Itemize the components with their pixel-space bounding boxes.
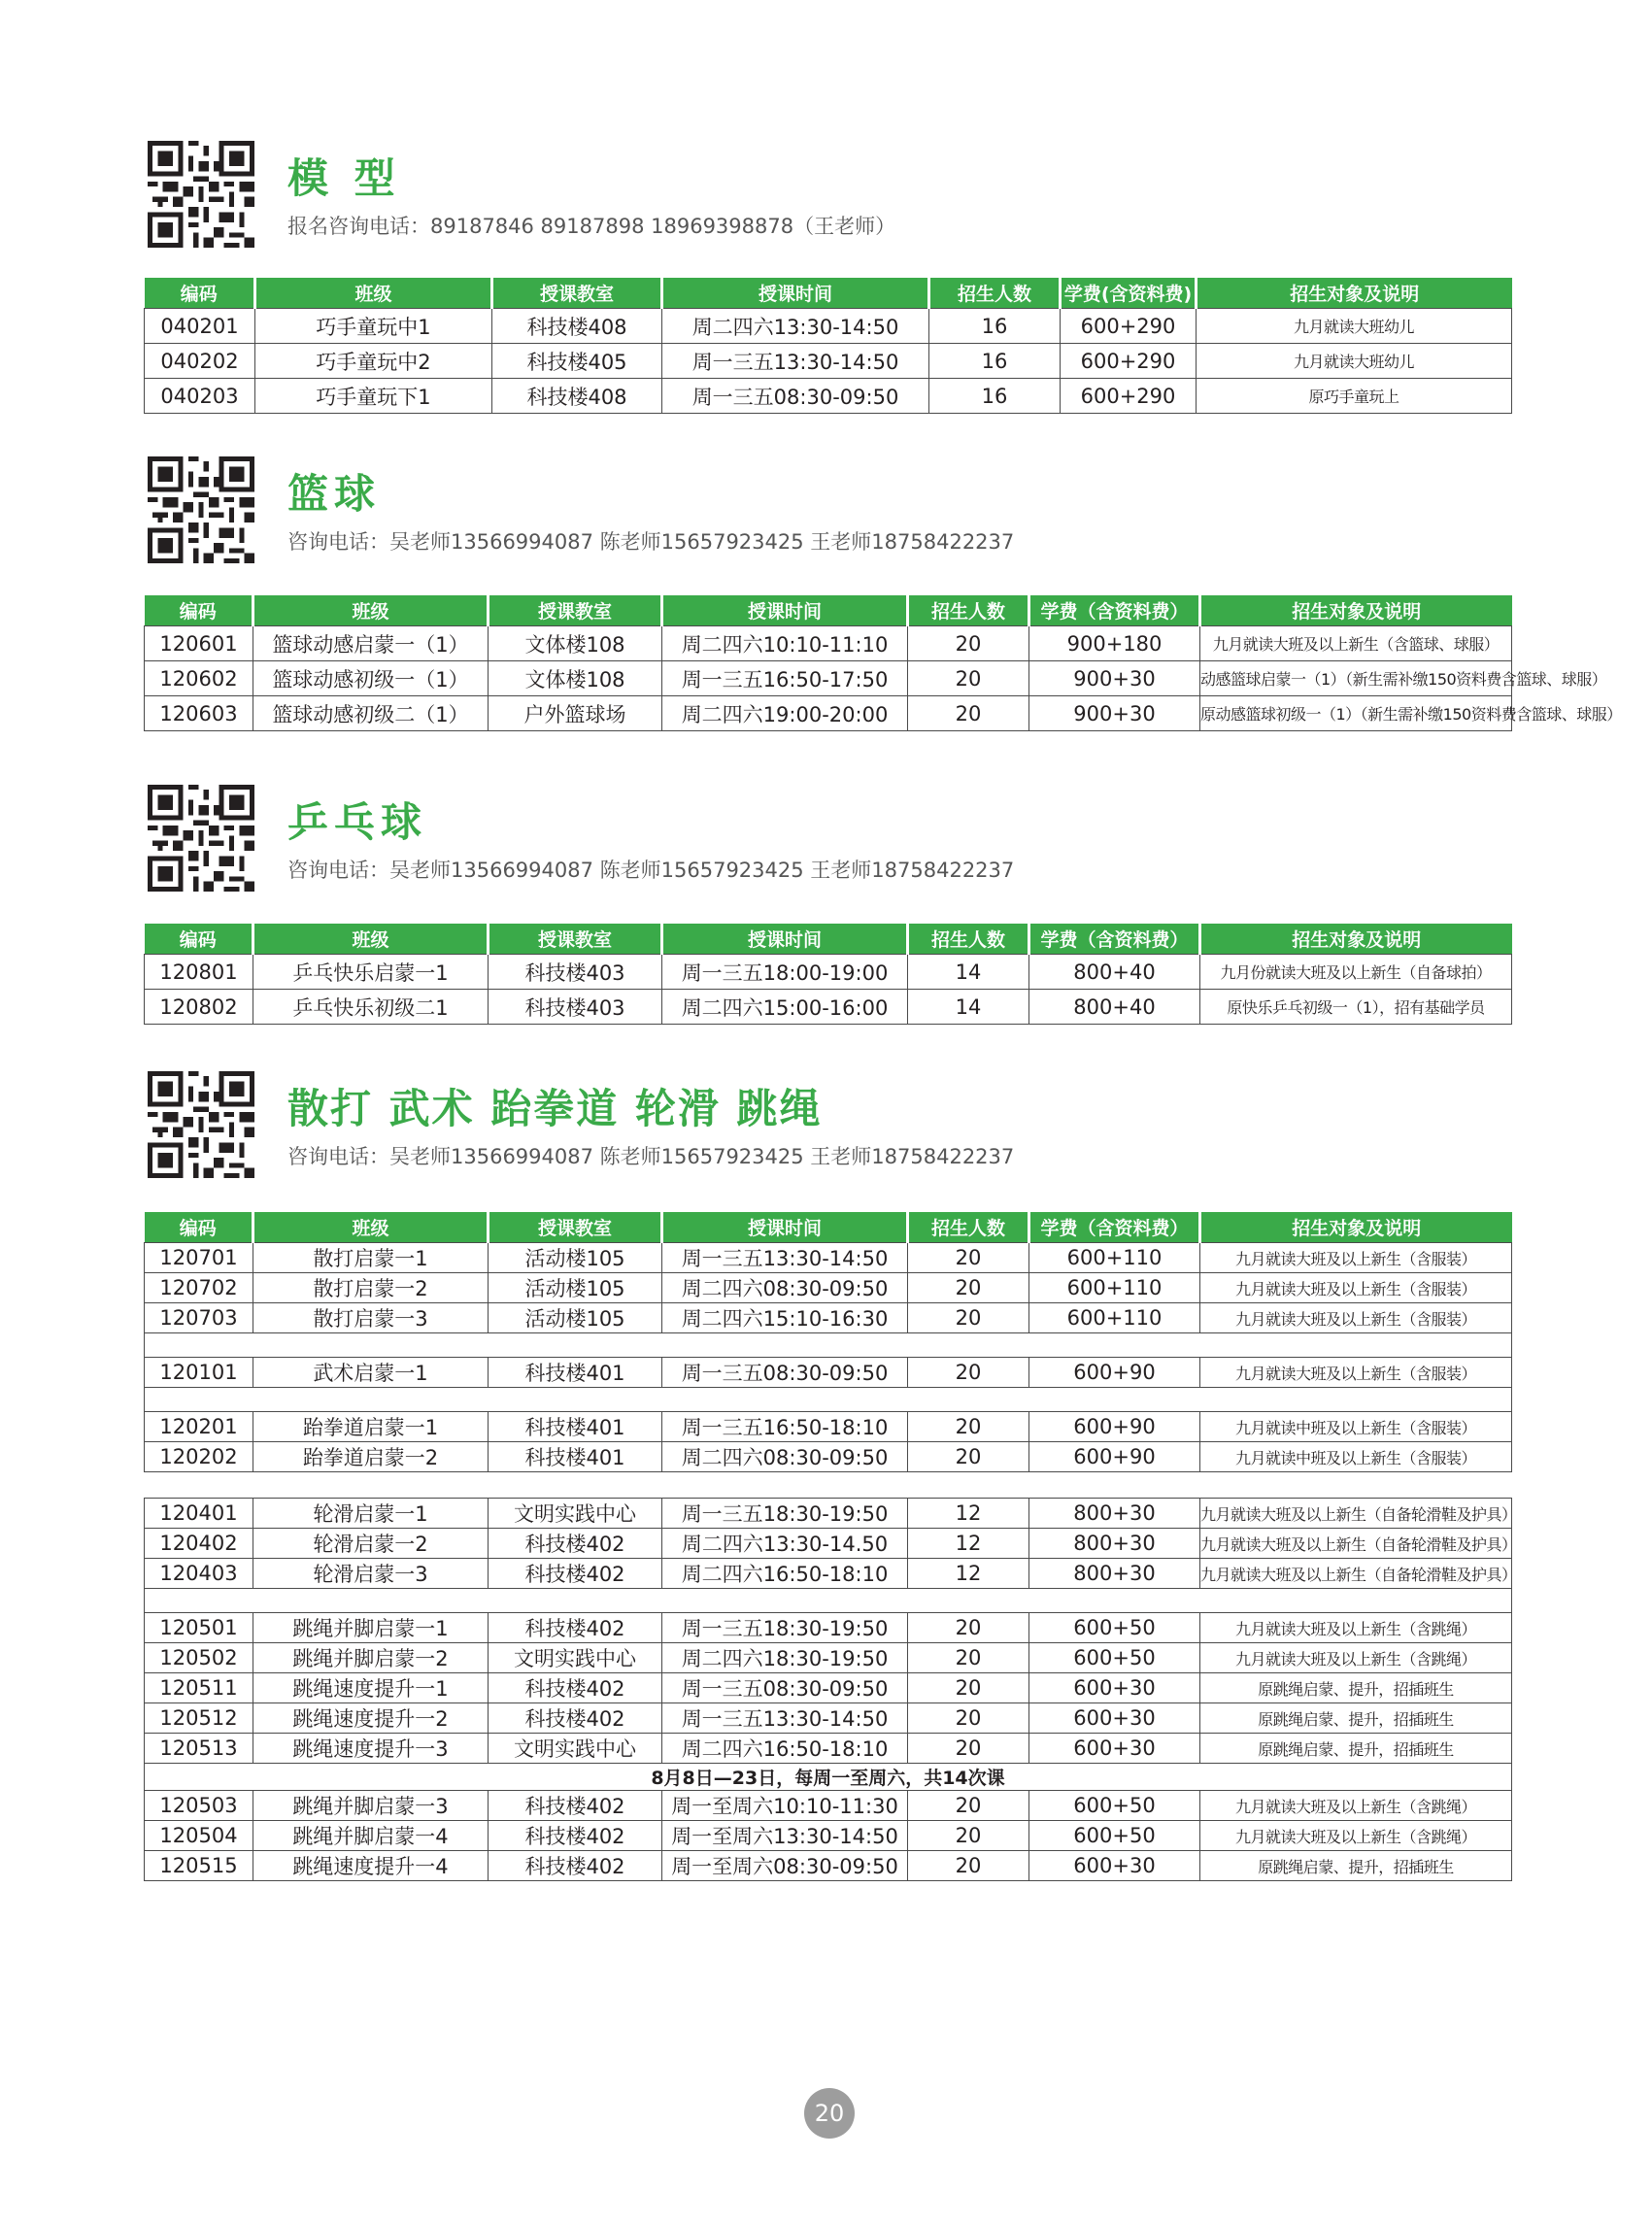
table-row: [145, 990, 1512, 1025]
cell-note: 九月就读大班及以上新生（含服装）: [1200, 1243, 1512, 1273]
table-row: [145, 344, 1512, 379]
cell-class: 跳绳速度提升一3: [253, 1734, 489, 1764]
cell-room: 户外篮球场: [489, 696, 662, 731]
cell-count: 20: [908, 1643, 1029, 1673]
header-note: 招生对象及说明: [1200, 1212, 1512, 1243]
table-header: [145, 1212, 1512, 1243]
cell-note: 九月就读大班幼儿: [1197, 344, 1512, 379]
cell-count: 12: [908, 1529, 1029, 1559]
table-row: [145, 1442, 1512, 1472]
cell-code: 120504: [145, 1821, 253, 1851]
table-row: [145, 1821, 1512, 1851]
cell-fee: 600+110: [1029, 1273, 1200, 1303]
cell-class: 篮球动感启蒙一（1）: [253, 626, 489, 661]
cell-note: 九月就读大班及以上新生（含跳绳）: [1200, 1791, 1512, 1821]
cell-count: 20: [908, 1303, 1029, 1333]
cell-time: 周一至周六08:30-09:50: [662, 1851, 908, 1881]
header-code: 编码: [145, 595, 253, 626]
header-fee: 学费（含资料费）: [1029, 595, 1200, 626]
table-row: [145, 1703, 1512, 1734]
table-row: [145, 1412, 1512, 1442]
cell-class: 散打启蒙一3: [253, 1303, 489, 1333]
summer-banner: 8月8日—23日，每周一至周六，共14次课: [145, 1764, 1512, 1791]
cell-class: 跳绳速度提升一2: [253, 1703, 489, 1734]
cell-fee: 600+30: [1029, 1734, 1200, 1764]
cell-class: 巧手童玩中2: [255, 344, 492, 379]
cell-count: 20: [908, 1673, 1029, 1703]
cell-class: 跆拳道启蒙一2: [253, 1442, 489, 1472]
cell-class: 轮滑启蒙一3: [253, 1559, 489, 1589]
cell-fee: 900+180: [1029, 626, 1200, 661]
cell-room: 科技楼403: [489, 955, 662, 990]
cell-count: 20: [908, 1791, 1029, 1821]
cell-fee: 600+290: [1061, 344, 1197, 379]
cell-code: 120512: [145, 1703, 253, 1734]
cell-time: 周二四六13:30-14.50: [662, 1529, 908, 1559]
course-table: [144, 1212, 1517, 1881]
cell-class: 跳绳并脚启蒙一4: [253, 1821, 489, 1851]
cell-fee: 600+50: [1029, 1791, 1200, 1821]
table-body-skating: [145, 1499, 1517, 1589]
header-note: 招生对象及说明: [1200, 924, 1512, 955]
header-fee: 学费（含资料费）: [1029, 924, 1200, 955]
header-fee: 学费（含资料费）: [1029, 1212, 1200, 1243]
cell-time: 周一三五18:30-19:50: [662, 1499, 908, 1529]
cell-code: 120701: [145, 1243, 253, 1273]
cell-fee: 800+40: [1029, 990, 1200, 1025]
cell-time: 周一三五08:30-09:50: [662, 1673, 908, 1703]
header-code: 编码: [145, 924, 253, 955]
cell-count: 20: [908, 661, 1029, 696]
table-row: [145, 1273, 1512, 1303]
cell-class: 武术启蒙一1: [253, 1358, 489, 1388]
cell-time: 周一三五08:30-09:50: [662, 1358, 908, 1388]
header-note: 招生对象及说明: [1197, 278, 1512, 309]
cell-time: 周二四六10:10-11:10: [662, 626, 908, 661]
section-title: 篮球: [287, 470, 382, 518]
cell-class: 巧手童玩中1: [255, 309, 492, 344]
cell-note: 原跳绳启蒙、提升，招插班生: [1200, 1851, 1512, 1881]
cell-code: 120501: [145, 1613, 253, 1643]
section-title: 模 型: [287, 154, 401, 202]
table-body: [145, 626, 1622, 731]
table-row: [145, 626, 1512, 661]
cell-count: 20: [908, 1243, 1029, 1273]
header-room: 授课教室: [489, 1212, 662, 1243]
cell-class: 跳绳速度提升一1: [253, 1673, 489, 1703]
cell-code: 120402: [145, 1529, 253, 1559]
header-room: 授课教室: [492, 278, 662, 309]
cell-room: 活动楼105: [489, 1243, 662, 1273]
table-row: [145, 1851, 1512, 1881]
cell-room: 科技楼402: [489, 1851, 662, 1881]
table-body-summer: [145, 1791, 1512, 1881]
cell-class: 散打启蒙一1: [253, 1243, 489, 1273]
cell-time: 周二四六18:30-19:50: [662, 1643, 908, 1673]
cell-count: 12: [908, 1499, 1029, 1529]
header-time: 授课时间: [662, 924, 908, 955]
cell-count: 14: [908, 990, 1029, 1025]
cell-fee: 900+30: [1029, 661, 1200, 696]
table-body: [145, 309, 1512, 414]
cell-fee: 800+30: [1029, 1529, 1200, 1559]
cell-note: 九月就读大班及以上新生（自备轮滑鞋及护具）: [1200, 1499, 1512, 1529]
cell-count: 16: [929, 309, 1061, 344]
cell-room: 科技楼401: [489, 1442, 662, 1472]
cell-class: 跳绳并脚启蒙一1: [253, 1613, 489, 1643]
cell-time: 周一三五18:30-19:50: [662, 1613, 908, 1643]
cell-code: 120503: [145, 1791, 253, 1821]
cell-class: 巧手童玩下1: [255, 379, 492, 414]
cell-fee: 600+50: [1029, 1643, 1200, 1673]
table-body-wushu: [145, 1358, 1512, 1388]
table-row: [145, 1529, 1512, 1559]
cell-code: 120601: [145, 626, 253, 661]
table-body-sanda: [145, 1243, 1512, 1333]
cell-room: 文明实践中心: [489, 1643, 662, 1673]
course-table: [144, 278, 1512, 414]
cell-note: 九月就读大班幼儿: [1197, 309, 1512, 344]
cell-class: 乒乓快乐初级二1: [253, 990, 489, 1025]
qr-code-icon: [148, 1071, 254, 1178]
header-note: 招生对象及说明: [1200, 595, 1512, 626]
cell-class: 篮球动感初级二（1）: [253, 696, 489, 731]
cell-room: 文明实践中心: [489, 1499, 662, 1529]
cell-count: 20: [908, 696, 1029, 731]
cell-room: 科技楼402: [489, 1703, 662, 1734]
cell-fee: 800+30: [1029, 1559, 1200, 1589]
cell-fee: 600+290: [1061, 309, 1197, 344]
section-title: 乒乓球: [287, 798, 428, 846]
cell-class: 轮滑启蒙一2: [253, 1529, 489, 1559]
cell-code: 120801: [145, 955, 253, 990]
header-time: 授课时间: [662, 595, 908, 626]
table-row: [145, 1243, 1512, 1273]
cell-room: 文明实践中心: [489, 1734, 662, 1764]
table-row: [145, 1613, 1512, 1643]
cell-room: 科技楼408: [492, 309, 662, 344]
table-body-rope: [145, 1613, 1512, 1764]
cell-fee: 600+110: [1029, 1303, 1200, 1333]
cell-fee: 900+30: [1029, 696, 1200, 731]
qr-code-icon: [148, 456, 254, 563]
header-time: 授课时间: [662, 278, 929, 309]
cell-note: 九月就读大班及以上新生（含服装）: [1200, 1303, 1512, 1333]
cell-room: 科技楼405: [492, 344, 662, 379]
contact-info: 咨询电话：吴老师13566994087 陈老师15657923425 王老师18758422237: [287, 530, 1015, 554]
cell-note: 九月就读大班及以上新生（含跳绳）: [1200, 1643, 1512, 1673]
cell-note: 九月就读中班及以上新生（含服装）: [1200, 1412, 1512, 1442]
cell-note: 原跳绳启蒙、提升，招插班生: [1200, 1734, 1512, 1764]
cell-count: 20: [908, 1734, 1029, 1764]
table-row: [145, 1673, 1512, 1703]
contact-info: 报名咨询电话：89187846 89187898 18969398878（王老师）: [287, 215, 896, 238]
cell-time: 周二四六16:50-18:10: [662, 1559, 908, 1589]
cell-class: 乒乓快乐启蒙一1: [253, 955, 489, 990]
cell-note: 九月就读大班及以上新生（含跳绳）: [1200, 1821, 1512, 1851]
table-body-taekwondo: [145, 1412, 1512, 1472]
cell-count: 20: [908, 1851, 1029, 1881]
cell-fee: 600+30: [1029, 1673, 1200, 1703]
spacer-row: [145, 1388, 1512, 1412]
cell-room: 科技楼402: [489, 1529, 662, 1559]
cell-room: 科技楼402: [489, 1559, 662, 1589]
cell-note: 九月就读大班及以上新生（含跳绳）: [1200, 1613, 1512, 1643]
header-fee: 学费(含资料费): [1061, 278, 1197, 309]
cell-note: 九月就读大班及以上新生（含服装）: [1200, 1273, 1512, 1303]
table-row: [145, 661, 1512, 696]
spacer-row: [145, 1589, 1512, 1613]
page-number: 20: [804, 2088, 855, 2139]
cell-note: 原动感篮球初级一（1）（新生需补缴150资料费含篮球、球服）: [1200, 696, 1512, 731]
cell-time: 周一三五16:50-17:50: [662, 661, 908, 696]
cell-count: 20: [908, 1821, 1029, 1851]
contact-info: 咨询电话：吴老师13566994087 陈老师15657923425 王老师18758422237: [287, 1145, 1015, 1168]
cell-code: 120602: [145, 661, 253, 696]
qr-code-icon: [148, 141, 254, 248]
cell-count: 14: [908, 955, 1029, 990]
cell-code: 040201: [145, 309, 255, 344]
cell-code: 120702: [145, 1273, 253, 1303]
header-room: 授课教室: [489, 595, 662, 626]
course-table: [144, 595, 1622, 731]
cell-room: 文体楼108: [489, 661, 662, 696]
spacer-row: [145, 1472, 1512, 1499]
cell-count: 20: [908, 1703, 1029, 1734]
cell-room: 文体楼108: [489, 626, 662, 661]
cell-note: 九月就读大班及以上新生（含服装）: [1200, 1358, 1512, 1388]
header-class: 班级: [253, 1212, 489, 1243]
header-time: 授课时间: [662, 1212, 908, 1243]
cell-note: 原巧手童玩上: [1197, 379, 1512, 414]
cell-class: 篮球动感初级一（1）: [253, 661, 489, 696]
header-count: 招生人数: [908, 924, 1029, 955]
cell-count: 20: [908, 1273, 1029, 1303]
header-class: 班级: [253, 924, 489, 955]
cell-fee: 600+110: [1029, 1243, 1200, 1273]
cell-count: 20: [908, 1613, 1029, 1643]
table-row: [145, 1499, 1512, 1529]
cell-room: 科技楼403: [489, 990, 662, 1025]
cell-code: 120403: [145, 1559, 253, 1589]
section-title: 散打 武术 跆拳道 轮滑 跳绳: [287, 1085, 823, 1132]
table-row: [145, 1303, 1512, 1333]
cell-time: 周二四六15:10-16:30: [662, 1303, 908, 1333]
cell-fee: 800+40: [1029, 955, 1200, 990]
cell-time: 周一至周六13:30-14:50: [662, 1821, 908, 1851]
course-table: [144, 924, 1512, 1025]
cell-time: 周一三五13:30-14:50: [662, 1703, 908, 1734]
table-body: [145, 955, 1512, 1025]
table-row: [145, 1559, 1512, 1589]
contact-info: 咨询电话：吴老师13566994087 陈老师15657923425 王老师18758422237: [287, 859, 1015, 882]
cell-code: 120513: [145, 1734, 253, 1764]
header-class: 班级: [253, 595, 489, 626]
cell-note: 动感篮球启蒙一（1）（新生需补缴150资料费含篮球、球服）: [1200, 661, 1512, 696]
cell-room: 科技楼402: [489, 1673, 662, 1703]
cell-time: 周二四六13:30-14:50: [662, 309, 929, 344]
cell-fee: 600+30: [1029, 1703, 1200, 1734]
cell-code: 040202: [145, 344, 255, 379]
cell-room: 科技楼402: [489, 1791, 662, 1821]
cell-note: 原跳绳启蒙、提升，招插班生: [1200, 1673, 1512, 1703]
cell-fee: 600+50: [1029, 1821, 1200, 1851]
cell-count: 16: [929, 344, 1061, 379]
cell-count: 20: [908, 1412, 1029, 1442]
cell-note: 九月就读大班及以上新生（含篮球、球服）: [1200, 626, 1512, 661]
cell-note: 原快乐乒乓初级一（1），招有基础学员: [1200, 990, 1512, 1025]
cell-time: 周一三五16:50-18:10: [662, 1412, 908, 1442]
cell-count: 20: [908, 1442, 1029, 1472]
header-count: 招生人数: [908, 595, 1029, 626]
cell-fee: 600+290: [1061, 379, 1197, 414]
cell-room: 科技楼402: [489, 1821, 662, 1851]
cell-fee: 600+50: [1029, 1613, 1200, 1643]
cell-code: 120603: [145, 696, 253, 731]
cell-count: 20: [908, 626, 1029, 661]
cell-time: 周二四六08:30-09:50: [662, 1273, 908, 1303]
cell-room: 科技楼408: [492, 379, 662, 414]
cell-code: 120515: [145, 1851, 253, 1881]
cell-time: 周一三五18:00-19:00: [662, 955, 908, 990]
cell-note: 九月就读中班及以上新生（含服装）: [1200, 1442, 1512, 1472]
cell-code: 120101: [145, 1358, 253, 1388]
cell-time: 周一三五08:30-09:50: [662, 379, 929, 414]
cell-room: 活动楼105: [489, 1273, 662, 1303]
cell-class: 轮滑启蒙一1: [253, 1499, 489, 1529]
cell-note: 九月就读大班及以上新生（自备轮滑鞋及护具）: [1200, 1559, 1512, 1589]
qr-code-icon: [148, 785, 254, 892]
cell-class: 跳绳并脚启蒙一3: [253, 1791, 489, 1821]
table-row: [145, 1643, 1512, 1673]
cell-count: 16: [929, 379, 1061, 414]
cell-time: 周一至周六10:10-11:30: [662, 1791, 908, 1821]
cell-note: 原跳绳启蒙、提升，招插班生: [1200, 1703, 1512, 1734]
cell-count: 12: [908, 1559, 1029, 1589]
cell-class: 散打启蒙一2: [253, 1273, 489, 1303]
cell-class: 跳绳并脚启蒙一2: [253, 1643, 489, 1673]
cell-room: 科技楼401: [489, 1412, 662, 1442]
cell-fee: 600+30: [1029, 1851, 1200, 1881]
header-class: 班级: [255, 278, 492, 309]
cell-note: 九月份就读大班及以上新生（自备球拍）: [1200, 955, 1512, 990]
cell-note: 九月就读大班及以上新生（自备轮滑鞋及护具）: [1200, 1529, 1512, 1559]
header-count: 招生人数: [929, 278, 1061, 309]
cell-time: 周二四六19:00-20:00: [662, 696, 908, 731]
cell-code: 120202: [145, 1442, 253, 1472]
table-header: [145, 924, 1512, 955]
cell-fee: 600+90: [1029, 1358, 1200, 1388]
cell-count: 20: [908, 1358, 1029, 1388]
cell-time: 周二四六08:30-09:50: [662, 1442, 908, 1472]
cell-code: 120502: [145, 1643, 253, 1673]
header-code: 编码: [145, 278, 255, 309]
cell-time: 周一三五13:30-14:50: [662, 1243, 908, 1273]
table-row: [145, 696, 1512, 731]
cell-room: 科技楼402: [489, 1613, 662, 1643]
cell-code: 040203: [145, 379, 255, 414]
header-count: 招生人数: [908, 1212, 1029, 1243]
table-row: [145, 1734, 1512, 1764]
cell-code: 120401: [145, 1499, 253, 1529]
cell-fee: 800+30: [1029, 1499, 1200, 1529]
table-row: [145, 955, 1512, 990]
header-code: 编码: [145, 1212, 253, 1243]
cell-code: 120201: [145, 1412, 253, 1442]
cell-time: 周一三五13:30-14:50: [662, 344, 929, 379]
cell-code: 120703: [145, 1303, 253, 1333]
cell-class: 跆拳道启蒙一1: [253, 1412, 489, 1442]
summer-banner-row: [145, 1764, 1512, 1791]
cell-fee: 600+90: [1029, 1412, 1200, 1442]
header-room: 授课教室: [489, 924, 662, 955]
table-row: [145, 1358, 1512, 1388]
table-header: [145, 595, 1512, 626]
cell-fee: 600+90: [1029, 1442, 1200, 1472]
cell-room: 活动楼105: [489, 1303, 662, 1333]
cell-code: 120511: [145, 1673, 253, 1703]
cell-time: 周二四六16:50-18:10: [662, 1734, 908, 1764]
spacer-row: [145, 1333, 1512, 1358]
table-header: [145, 278, 1512, 309]
table-row: [145, 1791, 1512, 1821]
table-row: [145, 379, 1512, 414]
cell-time: 周二四六15:00-16:00: [662, 990, 908, 1025]
table-row: [145, 309, 1512, 344]
cell-room: 科技楼401: [489, 1358, 662, 1388]
cell-class: 跳绳速度提升一4: [253, 1851, 489, 1881]
cell-code: 120802: [145, 990, 253, 1025]
